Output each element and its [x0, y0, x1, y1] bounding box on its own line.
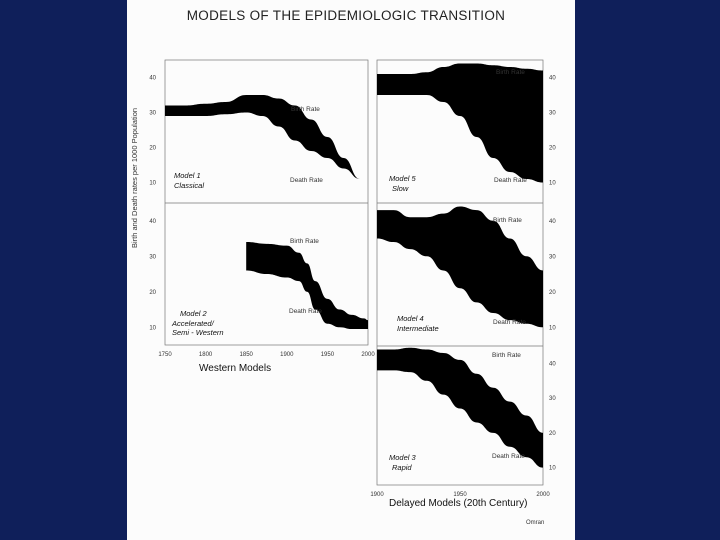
corner-text: Omran [526, 520, 545, 526]
model-5-model-label: Model 5 [389, 174, 416, 183]
model-2-x-tick: 1850 [239, 352, 253, 358]
model-2-y-tick: 30 [149, 254, 156, 261]
model-3-y-tick: 20 [549, 430, 556, 437]
model-3-model-subtitle: Rapid [392, 463, 412, 472]
model-3-birth-rate-label: Birth Rate [492, 352, 521, 359]
model-4-death-rate-label: Death Rate [493, 319, 526, 326]
model-4-model-subtitle: Intermediate [397, 324, 439, 333]
model-4-birth-rate-label: Birth Rate [493, 217, 522, 224]
model-5-y-tick: 20 [549, 145, 556, 152]
model-4-model-label: Model 4 [397, 314, 424, 323]
model-2-model-subtitle: Accelerated/ [172, 319, 214, 328]
model-2-model-label: Model 2 [180, 309, 207, 318]
figure-title: MODELS OF THE EPIDEMIOLOGIC TRANSITION [186, 8, 506, 23]
y-axis-label: Birth and Death rates per 1000 Population [130, 107, 139, 249]
model-1-y-tick: 20 [149, 145, 156, 152]
model-4-transition-band [377, 207, 543, 328]
model-2-y-tick: 10 [149, 325, 156, 332]
model-2-x-tick: 2000 [361, 352, 375, 358]
model-3-model-label: Model 3 [389, 453, 416, 462]
model-3-y-tick: 40 [549, 361, 556, 368]
model-3-x-tick: 1900 [370, 492, 384, 498]
model-2-y-tick: 40 [149, 218, 156, 225]
model-2-x-tick: 1950 [320, 352, 335, 358]
model-5-death-rate-label: Death Rate [494, 177, 527, 184]
model-4-y-tick: 10 [549, 325, 556, 332]
model-5-y-tick: 10 [549, 180, 556, 187]
model-2-transition-band [246, 242, 368, 329]
model-2-model-subtitle: Semi - Western [172, 328, 224, 337]
model-2-x-tick: 1900 [280, 352, 294, 358]
model-3-transition-band [377, 348, 543, 468]
model-2-x-tick: 1800 [198, 352, 213, 358]
model-1-model-label: Model 1 [174, 171, 201, 180]
model-2-x-tick: 1750 [158, 352, 172, 358]
model-5-y-tick: 30 [549, 110, 556, 117]
model-5-model-subtitle: Slow [392, 184, 409, 193]
model-4-y-tick: 30 [549, 254, 556, 261]
model-5-transition-band [377, 64, 543, 183]
model-4-y-tick: 20 [549, 289, 556, 296]
model-2-death-rate-label: Death Rate [289, 308, 322, 315]
model-3-y-tick: 10 [549, 465, 556, 472]
model-1-birth-rate-label: Birth Rate [291, 106, 320, 113]
model-1-model-subtitle: Classical [174, 181, 205, 190]
model-2-birth-rate-label: Birth Rate [290, 238, 319, 245]
model-5-birth-rate-label: Birth Rate [496, 69, 525, 76]
model-3-death-rate-label: Death Rate [492, 453, 525, 460]
model-3-x-tick: 2000 [536, 492, 550, 498]
model-1-y-tick: 10 [149, 180, 156, 187]
western-models-label: Western Models [199, 363, 272, 374]
model-1-y-tick: 40 [149, 75, 156, 82]
delayed-models-label: Delayed Models (20th Century) [389, 498, 528, 509]
model-1-death-rate-label: Death Rate [290, 177, 323, 184]
model-5-y-tick: 40 [549, 75, 556, 82]
model-4-y-tick: 40 [549, 218, 556, 225]
model-3-y-tick: 30 [549, 396, 556, 403]
model-1-y-tick: 30 [149, 110, 156, 117]
model-3-x-tick: 1950 [453, 492, 467, 498]
model-2-y-tick: 20 [149, 289, 156, 296]
